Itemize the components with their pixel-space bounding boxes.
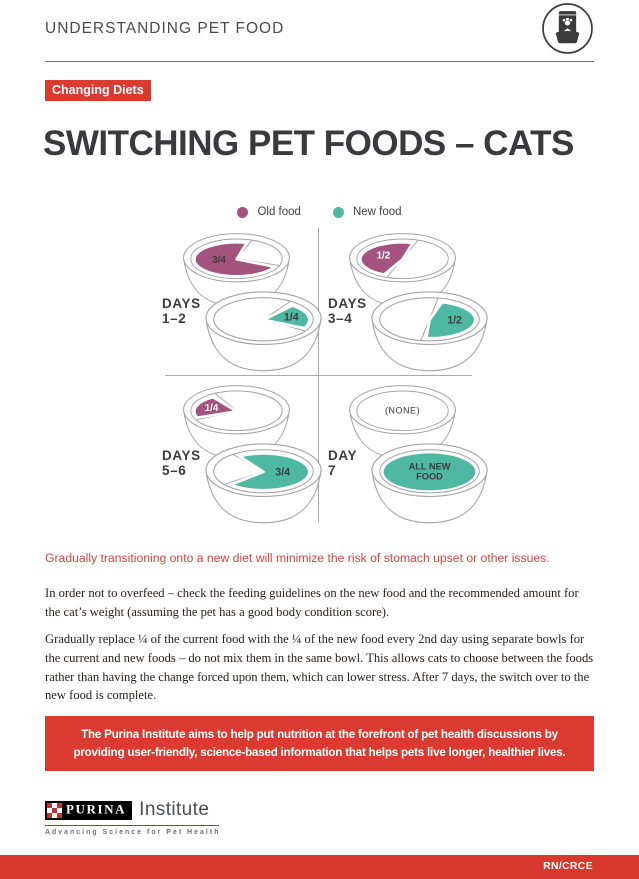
header-divider <box>45 61 594 62</box>
purina-institute-logo <box>45 799 221 836</box>
legend-item-old-food <box>237 206 300 218</box>
callout-line: providing user-friendly, science-based information that helps pets live longer, healthier lives. <box>73 745 566 759</box>
day-label-line: 3–4 <box>328 311 353 327</box>
svg-text:3/4: 3/4 <box>212 254 226 266</box>
quadrant-3 <box>160 378 330 530</box>
lead-sentence: Gradually transitioning onto a new diet will minimize the risk of stomach upset or other issues. <box>45 551 550 565</box>
purina-institute-callout <box>45 716 594 771</box>
day-label-line: 1–2 <box>162 311 187 327</box>
legend-label: Old food <box>257 206 301 218</box>
svg-text:FOOD: FOOD <box>416 471 443 482</box>
page-title: SWITCHING PET FOODS – CATS <box>43 124 574 163</box>
svg-text:3/4: 3/4 <box>275 466 291 479</box>
legend-item-new-food <box>333 206 402 218</box>
quadrant-4 <box>326 378 496 530</box>
day-label-line: 5–6 <box>162 463 187 479</box>
day-label-line: DAY <box>328 448 358 463</box>
logo-tagline: Advancing Science for Pet Health <box>45 829 221 836</box>
header-title: UNDERSTANDING PET FOOD <box>45 20 285 37</box>
svg-text:1/4: 1/4 <box>283 311 299 324</box>
old-food-dot-icon <box>237 207 248 218</box>
bowl-bottom-new <box>368 440 491 525</box>
institute-text: Institute <box>139 799 210 820</box>
day-label-line: DAYS <box>162 296 201 311</box>
logo-divider <box>45 825 219 826</box>
legend-label: New food <box>352 206 402 218</box>
topic-tag: Changing Diets <box>45 80 151 101</box>
quadrant-1 <box>160 226 330 378</box>
paragraph: Gradually replace ¼ of the current food with the ¼ of the new food every 2nd day using separate bowls for the current and new foods – do not mix them in the same bowl. This allows cats to choose between the foods rather than having the change forced upon them, which can lower stress. After 7 days, the switch over to the new food is complete. <box>45 632 594 703</box>
bowl-bottom-new <box>202 440 325 525</box>
footer-bar <box>0 855 639 879</box>
paragraph: In order not to overfeed – check the feeding guidelines on the new food and the recommended amount for the cat’s weight (assuming the pet has a good body condition score). <box>45 586 579 619</box>
footer-code: RN/CRCE <box>543 860 593 872</box>
purina-wordmark <box>45 801 132 820</box>
day-label-line: DAYS <box>328 296 367 311</box>
svg-text:1/4: 1/4 <box>204 402 219 414</box>
new-food-dot-icon <box>333 207 344 218</box>
bowl-bottom-new <box>202 288 325 373</box>
purina-brand-text: PURINA <box>66 801 127 817</box>
bowl-bottom-new <box>368 288 491 373</box>
svg-text:(NONE): (NONE) <box>385 405 420 416</box>
day-label-line: 7 <box>328 463 337 479</box>
purina-checkerboard-icon <box>47 803 62 818</box>
day-label-line: DAYS <box>162 448 201 463</box>
transition-diagram <box>0 226 639 530</box>
legend <box>0 206 639 218</box>
quadrant-2 <box>326 226 496 378</box>
svg-text:ALL NEW: ALL NEW <box>408 461 451 472</box>
pet-food-bag-bowl-icon <box>541 2 594 55</box>
svg-text:1/2: 1/2 <box>376 250 391 262</box>
callout-line: The Purina Institute aims to help put nutrition at the forefront of pet health discussions by <box>81 727 558 741</box>
svg-text:1/2: 1/2 <box>447 314 462 327</box>
